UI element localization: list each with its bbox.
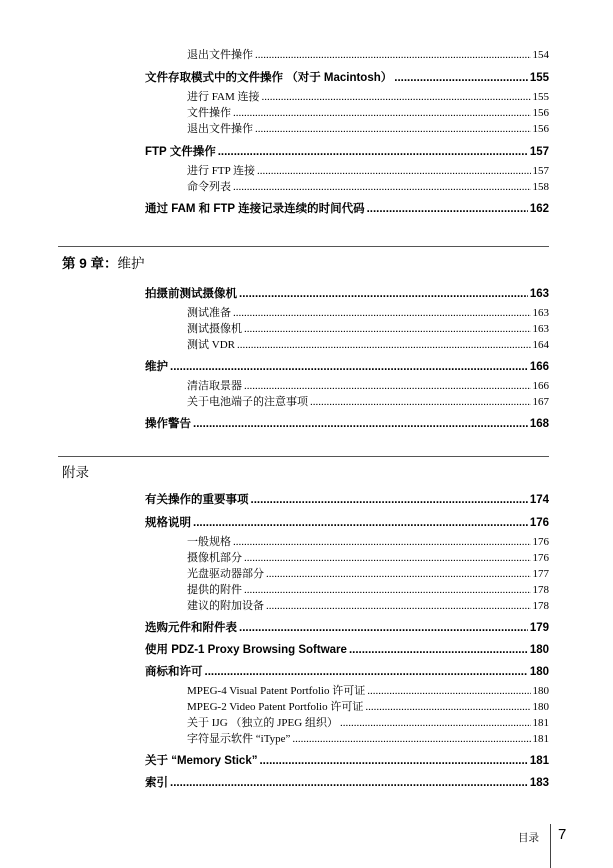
footer-divider <box>550 824 551 868</box>
leader-dots <box>244 380 531 392</box>
chapter-number: 第 9 章： <box>62 256 118 271</box>
toc-entry[interactable] <box>187 682 549 698</box>
leader-dots <box>349 644 528 656</box>
leader-dots <box>193 517 528 529</box>
toc-entry[interactable] <box>187 714 549 730</box>
toc-entry[interactable] <box>187 393 549 409</box>
toc-entry[interactable] <box>187 581 549 597</box>
toc-page-number: 180 <box>529 666 549 678</box>
toc-entry-label: 退出文件操作 <box>187 49 253 61</box>
toc-page-number: 181 <box>532 733 549 745</box>
toc-entry[interactable] <box>187 730 549 746</box>
leader-dots <box>233 536 531 548</box>
toc-page-number: 181 <box>529 755 549 767</box>
leader-dots <box>251 494 528 506</box>
toc-entry-label: 清洁取景器 <box>187 380 242 392</box>
toc-page-number: 168 <box>529 418 549 430</box>
toc-entry[interactable] <box>187 377 549 393</box>
toc-entry[interactable] <box>187 178 549 194</box>
toc-entry[interactable] <box>187 120 549 136</box>
leader-dots <box>170 777 528 789</box>
leader-dots <box>310 396 531 408</box>
footer-section-label: 目录 <box>518 832 539 844</box>
toc-page-number: 163 <box>529 288 549 300</box>
leader-dots <box>262 91 531 103</box>
toc-entry[interactable] <box>145 415 549 431</box>
toc-entry-label: 光盘驱动器部分 <box>187 568 264 580</box>
toc-entry-label: 建议的附加设备 <box>187 600 264 612</box>
toc-entry[interactable] <box>145 774 549 790</box>
leader-dots <box>239 622 528 634</box>
leader-dots <box>244 552 531 564</box>
toc-page-number: 167 <box>532 396 549 408</box>
toc-entry[interactable] <box>145 143 549 159</box>
toc-entry-label: 一般规格 <box>187 536 231 548</box>
toc-page-number: 155 <box>532 91 549 103</box>
toc-entry[interactable] <box>187 162 549 178</box>
toc-page-number: 180 <box>529 644 549 656</box>
leader-dots <box>266 600 531 612</box>
toc-entry-label: MPEG-2 Video Patent Portfolio 许可证 <box>187 701 364 713</box>
chapter-heading <box>62 252 145 272</box>
toc-entry[interactable] <box>145 200 549 216</box>
leader-dots <box>257 165 530 177</box>
toc-entry[interactable] <box>145 514 549 530</box>
toc-entry-label: 文件存取模式中的文件操作 （对于 Macintosh） <box>145 72 393 84</box>
leader-dots <box>193 418 528 430</box>
toc-page-number: 179 <box>529 622 549 634</box>
toc-entry[interactable] <box>187 597 549 613</box>
toc-page-number: 162 <box>529 203 549 215</box>
toc-page-number: 163 <box>532 323 549 335</box>
toc-page-number: 174 <box>529 494 549 506</box>
toc-entry[interactable] <box>187 533 549 549</box>
toc-entry-label: 通过 FAM 和 FTP 连接记录连续的时间代码 <box>145 203 365 215</box>
toc-entry-label: 拍摄前测试摄像机 <box>145 288 237 300</box>
toc-entry-label: 使用 PDZ-1 Proxy Browsing Software <box>145 644 347 656</box>
toc-entry[interactable] <box>145 69 549 85</box>
toc-page-number: 176 <box>532 552 549 564</box>
toc-entry-label: 选购元件和附件表 <box>145 622 237 634</box>
leader-dots <box>340 717 531 729</box>
page-number: 7 <box>558 826 567 843</box>
toc-page-number: 155 <box>529 72 549 84</box>
toc-entry-label: 测试摄像机 <box>187 323 242 335</box>
leader-dots <box>259 755 527 767</box>
leader-dots <box>170 361 528 373</box>
toc-entry-label: 规格说明 <box>145 517 191 529</box>
toc-entry[interactable] <box>187 104 549 120</box>
chapter-divider <box>58 246 549 247</box>
toc-page-number: 177 <box>532 568 549 580</box>
toc-page-number: 176 <box>529 517 549 529</box>
toc-entry[interactable] <box>187 46 549 62</box>
leader-dots <box>292 733 530 745</box>
toc-page-number: 157 <box>532 165 549 177</box>
leader-dots <box>237 339 531 351</box>
toc-entry-label: 退出文件操作 <box>187 123 253 135</box>
toc-entry[interactable] <box>145 752 549 768</box>
toc-entry-label: FTP 文件操作 <box>145 146 216 158</box>
toc-entry-label: 关于电池端子的注意事项 <box>187 396 308 408</box>
chapter-title: 维护 <box>117 256 145 271</box>
toc-entry-label: 文件操作 <box>187 107 231 119</box>
toc-page-number: 180 <box>532 685 549 697</box>
leader-dots <box>365 701 530 713</box>
leader-dots <box>233 307 531 319</box>
toc-entry-label: 提供的附件 <box>187 584 242 596</box>
leader-dots <box>367 203 528 215</box>
appendix-divider <box>58 456 549 457</box>
toc-page-number: 166 <box>529 361 549 373</box>
leader-dots <box>218 146 528 158</box>
appendix-heading: 附录 <box>62 465 89 480</box>
toc-page-number: 166 <box>532 380 549 392</box>
toc-page-number: 183 <box>529 777 549 789</box>
toc-entry[interactable] <box>145 358 549 374</box>
toc-entry[interactable] <box>187 549 549 565</box>
toc-entry-label: 摄像机部分 <box>187 552 242 564</box>
toc-entry-label: 索引 <box>145 777 168 789</box>
toc-entry[interactable] <box>145 641 549 657</box>
toc-entry-label: 维护 <box>145 361 168 373</box>
leader-dots <box>255 49 531 61</box>
toc-entry-label: 命令列表 <box>187 181 231 193</box>
toc-entry-label: 有关操作的重要事项 <box>145 494 249 506</box>
toc-entry[interactable] <box>187 336 549 352</box>
leader-dots <box>367 685 530 697</box>
toc-entry-label: MPEG-4 Visual Patent Portfolio 许可证 <box>187 685 366 697</box>
leader-dots <box>205 666 528 678</box>
toc-entry-label: 关于 “Memory Stick” <box>145 755 258 767</box>
toc-entry-label: 进行 FTP 连接 <box>187 165 256 177</box>
toc-entry-label: 关于 IJG （独立的 JPEG 组织） <box>187 717 338 729</box>
leader-dots <box>394 72 528 84</box>
toc-entry[interactable] <box>145 285 549 301</box>
leader-dots <box>233 107 531 119</box>
toc-page-number: 178 <box>532 584 549 596</box>
toc-page-number: 157 <box>529 146 549 158</box>
toc-page-number: 158 <box>532 181 549 193</box>
toc-page-number: 181 <box>532 717 549 729</box>
toc-entry[interactable] <box>187 565 549 581</box>
toc-entry-label: 商标和许可 <box>145 666 203 678</box>
toc-entry-label: 字符显示软件 “iType” <box>187 733 291 745</box>
toc-page-number: 156 <box>532 123 549 135</box>
toc-entry[interactable] <box>187 320 549 336</box>
toc-page-number: 154 <box>532 49 549 61</box>
toc-entry[interactable] <box>145 619 549 635</box>
toc-page-number: 178 <box>532 600 549 612</box>
leader-dots <box>233 181 531 193</box>
toc-page-number: 176 <box>532 536 549 548</box>
toc-entry-label: 进行 FAM 连接 <box>187 91 260 103</box>
toc-entry[interactable] <box>145 663 549 679</box>
toc-page-number: 180 <box>532 701 549 713</box>
toc-entry-label: 测试 VDR <box>187 339 235 351</box>
toc-page-number: 164 <box>532 339 549 351</box>
leader-dots <box>255 123 531 135</box>
toc-entry[interactable] <box>187 698 549 714</box>
leader-dots <box>244 584 531 596</box>
toc-entry[interactable] <box>187 88 549 104</box>
toc-page-number: 156 <box>532 107 549 119</box>
toc-entry[interactable] <box>187 304 549 320</box>
toc-page-number: 163 <box>532 307 549 319</box>
toc-entry-label: 操作警告 <box>145 418 191 430</box>
leader-dots <box>244 323 531 335</box>
toc-entry[interactable] <box>145 491 549 507</box>
toc-entry-label: 测试准备 <box>187 307 231 319</box>
leader-dots <box>266 568 531 580</box>
leader-dots <box>239 288 528 300</box>
